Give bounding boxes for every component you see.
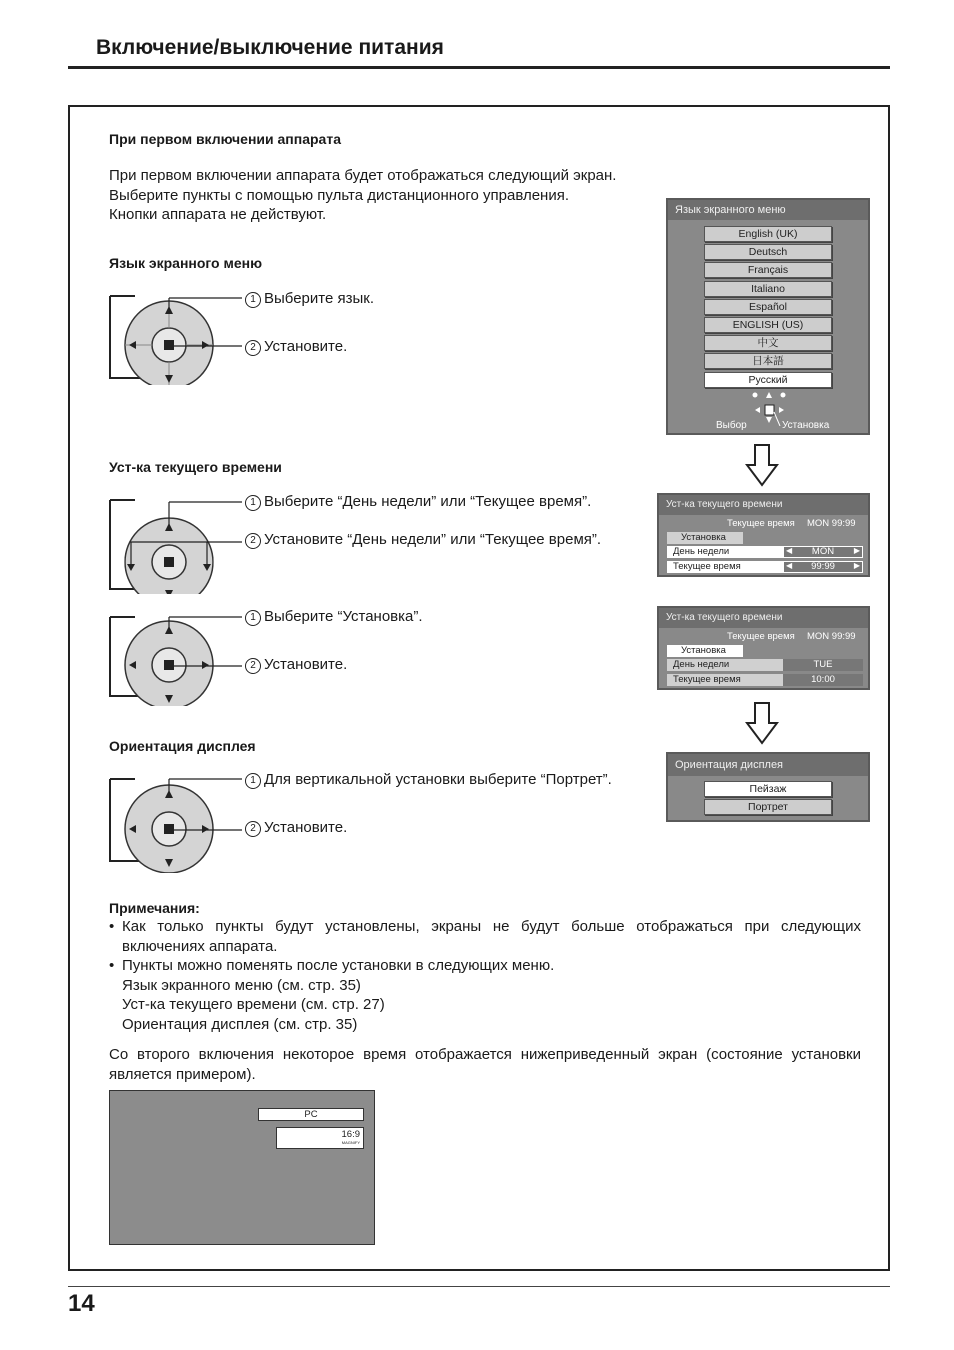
circled-digit: 1 [245, 610, 261, 626]
remote-dpad-icon [105, 611, 245, 706]
osd-time-label: Текущее время [667, 561, 785, 573]
note-sub-1: Язык экранного меню (см. стр. 35) [122, 976, 361, 994]
lang-step-2: 2 Установите. [245, 337, 347, 357]
screen-example [109, 1090, 375, 1245]
page-number: 14 [68, 1290, 95, 1317]
note-item: • Пункты можно поменять после установки в следующих меню. [109, 956, 861, 976]
remote-dpad-icon [105, 494, 245, 594]
intro-line-2: Выберите пункты с помощью пульта дистанционного управления. [109, 187, 570, 204]
osd-day-value[interactable]: TUE [783, 659, 863, 671]
osd-time-label: Текущее время [667, 674, 785, 686]
note-sub-2: Уст-ка текущего времени (см. стр. 27) [122, 996, 385, 1013]
lang-option[interactable]: ENGLISH (US) [704, 317, 832, 333]
lang-option[interactable]: Español [704, 299, 832, 315]
circled-digit: 2 [245, 821, 261, 837]
notes-list [109, 917, 861, 1034]
osd-current-time-value: MON 99:99 [807, 631, 856, 642]
orient-option[interactable]: Портрет [704, 799, 832, 815]
osd-day-label: День недели [667, 659, 785, 671]
circled-digit: 1 [245, 292, 261, 308]
lang-option[interactable]: Français [704, 262, 832, 278]
osd-set-button[interactable]: Установка [667, 532, 743, 544]
osd-current-time-value: MON 99:99 [807, 518, 856, 529]
orient-option-selected[interactable]: Пейзаж [704, 781, 832, 797]
time-step-2: 2 Установите “День недели” или “Текущее время”. [245, 530, 601, 550]
title-rule [68, 66, 890, 69]
osd-day-value: MON [811, 546, 835, 557]
lang-option[interactable]: 日本語 [704, 353, 832, 369]
osd-current-time-label: Текущее время [727, 518, 795, 529]
note-text: Как только пункты будут установлены, экраны не будут больше отображаться при следующих включениях аппарата. [122, 918, 861, 955]
osd-current-time-label: Текущее время [727, 631, 795, 642]
time-step-4: 2 Установите. [245, 655, 347, 675]
osd-time-menu-2 [657, 606, 870, 690]
footer-rule [68, 1286, 890, 1287]
note-text: Пункты можно поменять после установки в следующих меню. [122, 957, 555, 974]
orient-step-2: 2 Установите. [245, 818, 347, 838]
remote-dpad-icon [105, 290, 245, 385]
intro-line-3: Кнопки аппарата не действуют. [109, 206, 327, 223]
osd-language-menu [666, 198, 870, 435]
orient-heading: Ориентация дисплея [109, 738, 256, 754]
osd-day-label: День недели [667, 546, 785, 558]
time-step-1: 1 Выберите “День недели” или “Текущее время”. [245, 492, 591, 512]
osd-time-menu-1 [657, 493, 870, 577]
circled-digit: 1 [245, 495, 261, 511]
osd-title: Язык экранного меню [668, 200, 868, 220]
intro-line-1: При первом включении аппарата будет отображаться следующий экран. [109, 167, 617, 184]
osd-title: Уст-ка текущего времени [659, 495, 868, 515]
lang-option[interactable]: Italiano [704, 281, 832, 297]
circled-digit: 2 [245, 533, 261, 549]
osd-title: Уст-ка текущего времени [659, 608, 868, 628]
lang-option[interactable]: 中文 [704, 335, 832, 351]
input-label: PC [258, 1108, 364, 1121]
osd-select-label: Выбор [716, 420, 747, 431]
osd-set-button-selected[interactable]: Установка [667, 645, 743, 657]
osd-orientation-menu [666, 752, 870, 822]
aspect-box [276, 1127, 364, 1149]
notes-heading: Примечания: [109, 900, 200, 916]
circled-digit: 1 [245, 773, 261, 789]
arrow-down-icon [744, 701, 780, 745]
intro-heading: При первом включении аппарата [109, 131, 341, 147]
time-heading: Уст-ка текущего времени [109, 459, 282, 475]
orient-step-1: 1 Для вертикальной установки выберите “Портрет”. [245, 770, 612, 790]
osd-time-field[interactable]: ◀ 99:99 ▶ [783, 561, 863, 573]
note-sub-3: Ориентация дисплея (см. стр. 35) [122, 1015, 358, 1033]
lang-step-1: 1 Выберите язык. [245, 289, 374, 309]
mode-label: MAGNIFY [341, 1140, 360, 1145]
osd-set-label: Установка [782, 420, 830, 431]
circled-digit: 2 [245, 340, 261, 356]
second-on-text: Со второго включения некоторое время отображается нижеприведенный экран (состояние установки является примером). [109, 1046, 861, 1083]
aspect-label: 16:9 [341, 1129, 360, 1140]
lang-option[interactable]: Deutsch [704, 244, 832, 260]
note-item: • Как только пункты будут установлены, экраны не будут больше отображаться при следующих включениях аппарата. [109, 918, 861, 955]
osd-title: Ориентация дисплея [668, 754, 868, 776]
time-step-3: 1 Выберите “Установка”. [245, 607, 423, 627]
arrow-down-icon [744, 443, 780, 487]
osd-time-value[interactable]: 10:00 [783, 674, 863, 686]
circled-digit: 2 [245, 658, 261, 674]
page-title: Включение/выключение питания [96, 36, 444, 59]
osd-time-value: 99:99 [811, 561, 835, 572]
remote-dpad-icon [105, 773, 245, 873]
lang-option[interactable]: English (UK) [704, 226, 832, 242]
osd-day-field[interactable]: ◀ MON ▶ [783, 546, 863, 558]
lang-heading: Язык экранного меню [109, 255, 263, 271]
lang-option-selected[interactable]: Русский [704, 372, 832, 388]
